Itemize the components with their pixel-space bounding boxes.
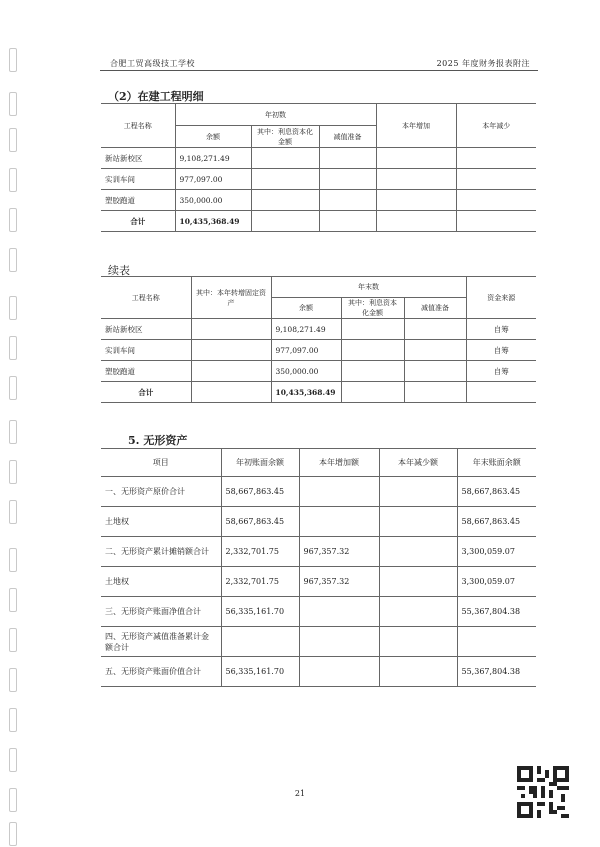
col-header-opening: 年初数 [175, 104, 376, 126]
col-header-decrease: 本年减少额 [379, 449, 457, 477]
table-row: 塑胶跑道 350,000.00 [101, 190, 536, 211]
section-title-construction: （2）在建工程明细 [108, 90, 204, 103]
col-header-increase: 本年增加 [376, 104, 456, 148]
col-header-name: 工程名称 [101, 277, 191, 319]
table-row: 实训车间 977,097.00 [101, 169, 536, 190]
total-row: 合计 10,435,368.49 [101, 382, 536, 403]
col-header-decrease: 本年减少 [456, 104, 536, 148]
col-header-impairment: 减值准备 [319, 126, 376, 148]
table-row: 一、无形资产原价合计 58,667,863.45 58,667,863.45 [101, 477, 536, 507]
col-header-item: 项目 [101, 449, 221, 477]
section-title-intangible: 5. 无形资产 [128, 434, 188, 447]
table-row: 三、无形资产账面净值合计 56,335,161.70 55,367,804.38 [101, 597, 536, 627]
header-rule [100, 70, 538, 71]
col-header-name: 工程名称 [101, 104, 175, 148]
col-header-interest: 其中：利息资本化金额 [251, 126, 319, 148]
table-row: 土地权 58,667,863.45 58,667,863.45 [101, 507, 536, 537]
binding-margin [4, 0, 22, 847]
table-row: 实训车间 977,097.00 自筹 [101, 340, 536, 361]
col-header-closing: 年末账面余额 [457, 449, 536, 477]
total-row: 合计 10,435,368.49 [101, 211, 536, 232]
col-header-balance: 余额 [271, 298, 341, 319]
table-row: 二、无形资产累计摊销额合计 2,332,701.75 967,357.32 3,300,059.07 [101, 537, 536, 567]
intangible-assets-table [101, 448, 536, 687]
table-row: 五、无形资产账面价值合计 56,335,161.70 55,367,804.38 [101, 657, 536, 687]
table-row: 塑胶跑道 350,000.00 自筹 [101, 361, 536, 382]
table-row: 新站新校区 9,108,271.49 自筹 [101, 319, 536, 340]
header-report-title: 2025 年度财务报表附注 [436, 59, 530, 68]
qr-code-icon [517, 766, 569, 818]
col-header-interest: 其中：利息资本化金额 [341, 298, 404, 319]
col-header-transfer: 其中：本年转增固定资产 [191, 277, 271, 319]
col-header-impairment: 减值准备 [404, 298, 466, 319]
header-school: 合肥工贸高级技工学校 [110, 59, 195, 68]
table-row: 土地权 2,332,701.75 967,357.32 3,300,059.07 [101, 567, 536, 597]
col-header-closing: 年末数 [271, 277, 466, 298]
col-header-source: 资金来源 [466, 277, 536, 319]
construction-continued-table [101, 276, 536, 403]
table-row: 新站新校区 9,108,271.49 [101, 148, 536, 169]
construction-table [101, 103, 536, 232]
section-title-continued: 续表 [108, 264, 130, 277]
col-header-increase: 本年增加额 [299, 449, 379, 477]
table-row: 四、无形资产减值准备累计金额合计 [101, 627, 536, 657]
col-header-balance: 余额 [175, 126, 251, 148]
col-header-opening: 年初账面余额 [221, 449, 299, 477]
page-number: 21 [294, 789, 306, 798]
